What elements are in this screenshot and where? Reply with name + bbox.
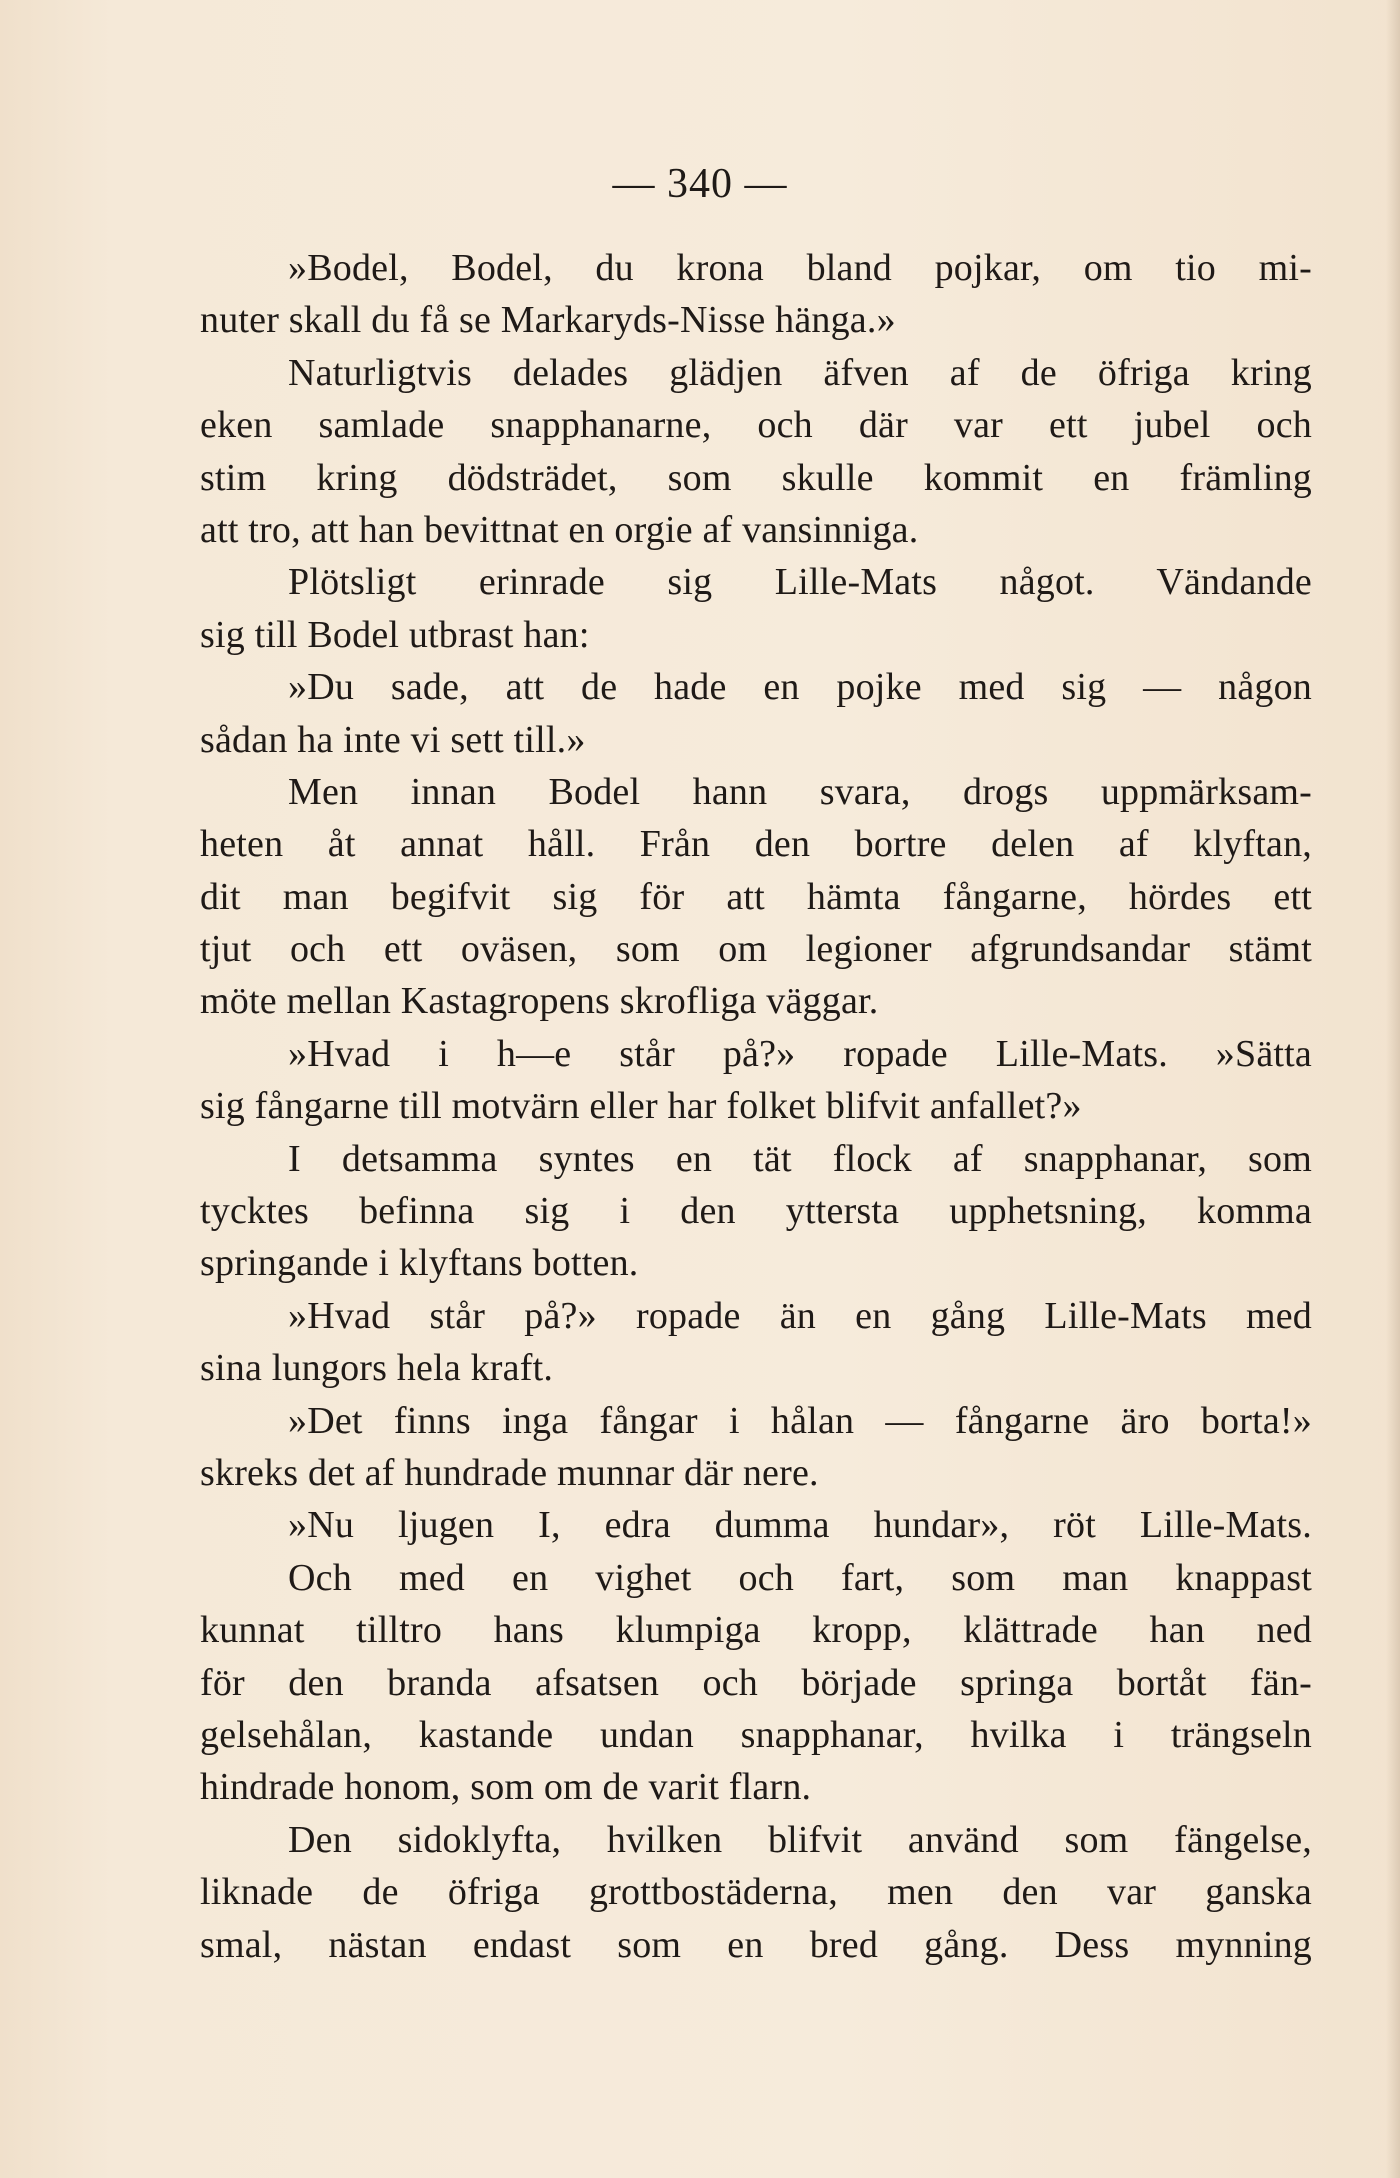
text-line: »Bodel, Bodel, du krona bland pojkar, om tio mi- [288,247,1312,289]
text-line: »Du sade, att de hade en pojke med sig — någon [288,666,1312,709]
text-line: sina lungors hela kraft. [200,1347,554,1390]
text-line: springande i klyftans botten. [200,1242,639,1285]
text-line: för den branda afsatsen och började springa bortåt fän- [200,1661,1312,1704]
text-line: heten åt annat håll. Från den bortre delen af klyftan, [200,823,1312,866]
text-line: gelsehålan, kastande undan snapphanar, hvilka i trängseln [200,1713,1312,1756]
text-line: eken samlade snapphanarne, och där var ett jubel och [200,404,1312,447]
body-text [200,242,1312,1971]
text-line: sig till Bodel utbrast han: [200,613,590,656]
text-line: »Det finns inga fångar i hålan — fångarne äro borta!» [288,1399,1312,1442]
text-line: Och med en vighet och fart, som man knappast [288,1556,1312,1599]
text-line: sådan ha inte vi sett till.» [200,718,586,761]
text-line: smal, nästan endast som en bred gång. Dess mynning [200,1923,1312,1966]
text-line: dit man begifvit sig för att hämta fångarne, hördes ett [200,875,1312,918]
text-line: Men innan Bodel hann svara, drogs uppmärksam- [288,770,1312,813]
text-line: »Hvad står på?» ropade än en gång Lille-Mats med [288,1294,1312,1337]
text-line: Naturligtvis delades glädjen äfven af de öfriga kring [288,351,1312,394]
text-line: tjut och ett oväsen, som om legioner afgrundsandar stämt [200,928,1312,971]
text-line: att tro, att han bevittnat en orgie af vansinniga. [200,508,919,551]
text-line: Den sidoklyfta, hvilken blifvit använd som fängelse, [288,1818,1312,1861]
text-line: kunnat tilltro hans klumpiga kropp, klättrade han ned [200,1609,1312,1652]
text-line: I detsamma syntes en tät flock af snapphanar, som [288,1137,1312,1180]
text-line: nuter skall du få se Markaryds-Nisse hänga.» [200,299,896,342]
text-line: Plötsligt erinrade sig Lille-Mats något. Vändande [288,561,1312,604]
page-number: — 340 — [612,161,788,207]
text-line: liknade de öfriga grottbostäderna, men den var ganska [200,1871,1312,1914]
text-line: »Hvad i h—e står på?» ropade Lille-Mats. »Sätta [288,1032,1312,1075]
text-line: möte mellan Kastagropens skrofliga väggar. [200,980,879,1023]
text-line: skreks det af hundrade munnar där nere. [200,1451,819,1494]
text-line: tycktes befinna sig i den yttersta upphetsning, komma [200,1190,1312,1233]
text-line: stim kring dödsträdet, som skulle kommit en främling [200,456,1312,499]
text-line: sig fångarne till motvärn eller har folket blifvit anfallet?» [200,1085,1082,1128]
page-edge-shadow [1386,0,1400,2178]
text-line: hindrade honom, som om de varit flarn. [200,1766,812,1809]
text-line: »Nu ljugen I, edra dumma hundar», röt Lille-Mats. [288,1504,1312,1547]
